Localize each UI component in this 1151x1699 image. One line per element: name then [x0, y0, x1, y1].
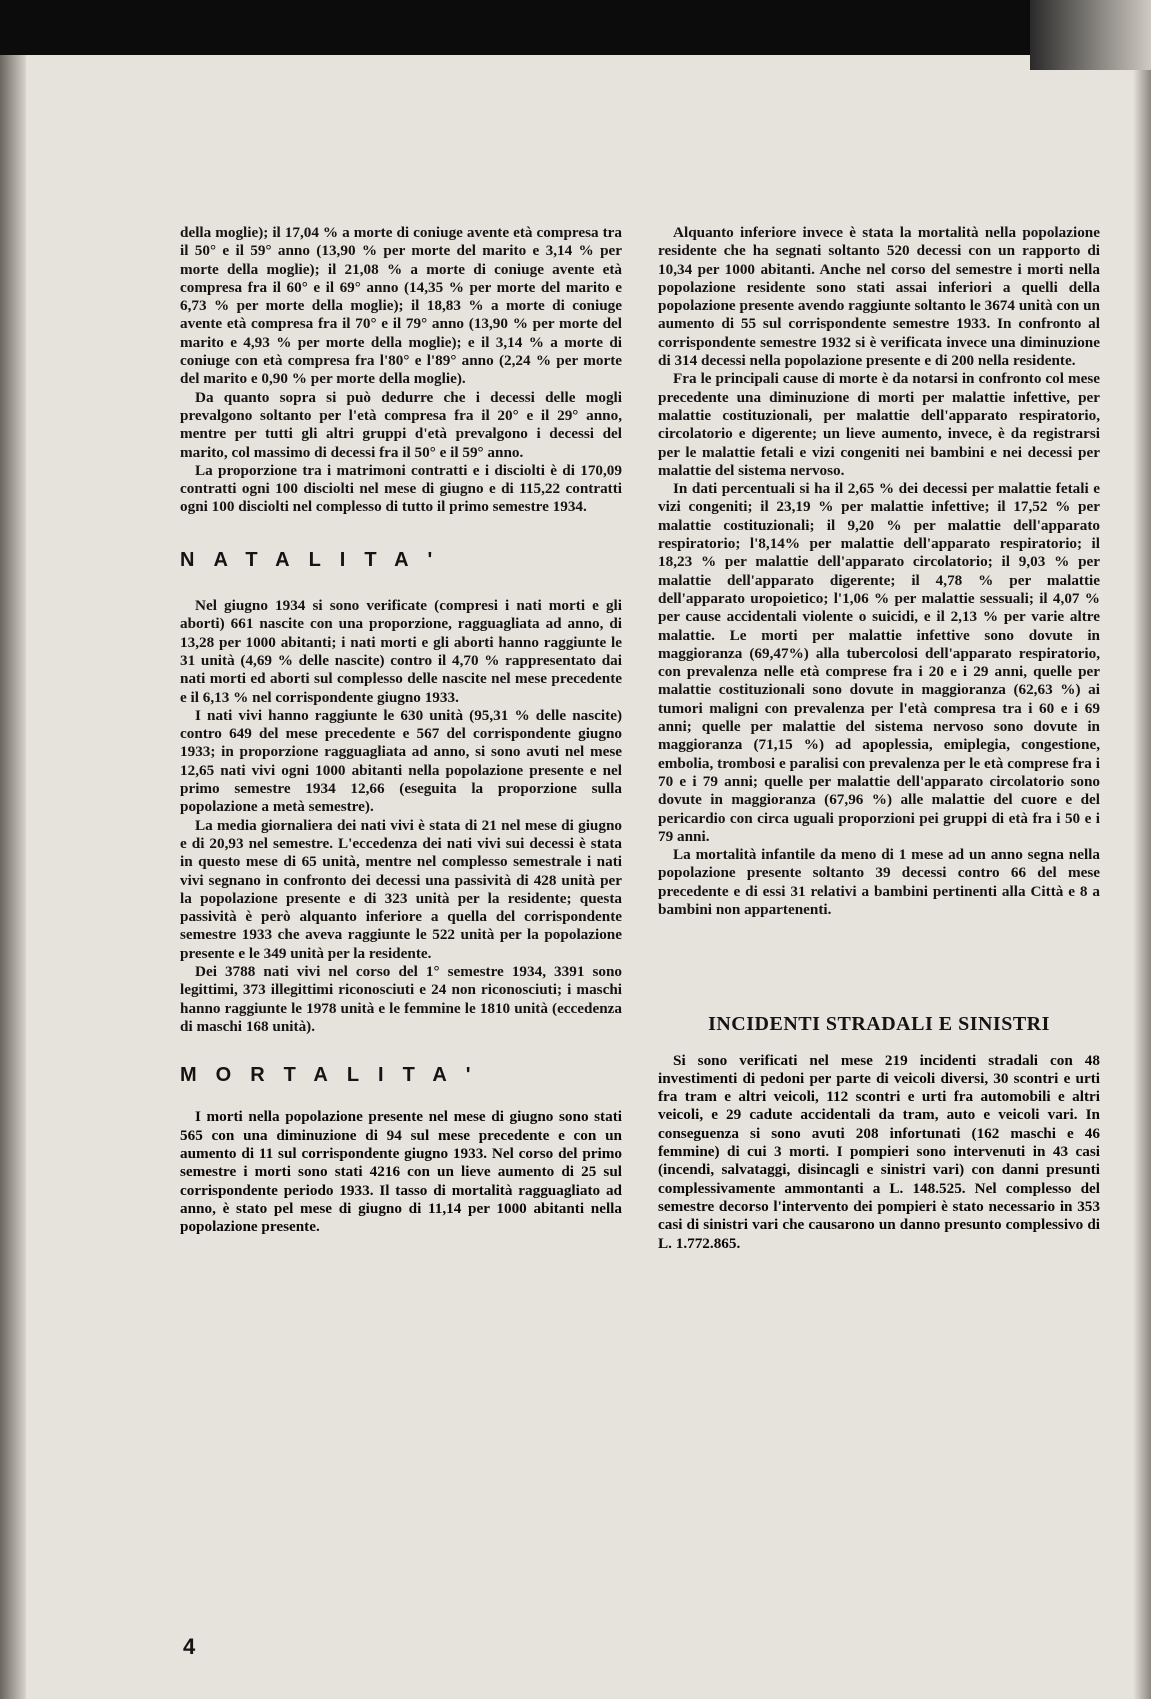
scan-left-shadow	[0, 55, 26, 1699]
right-column	[658, 224, 1100, 1253]
scan-top-right-edge	[1030, 0, 1151, 70]
scan-right-shadow	[1133, 70, 1151, 1699]
paragraph: La media giornaliera dei nati vivi è stata di 21 nel mese di giugno e di 20,93 nel semestre. L'eccedenza dei nati vivi sui decessi è stata in questo mese di 65 unità, mentre nel complesso semestrale i nati vivi segnano in confronto dei decessi una passività di 428 unità per la popolazione presente e di 323 unità per la residente; questa passività è però alquanto inferiore a quella del corrispondente semestre 1933 che aveva raggiunte le 522 unità per la popolazione presente e le 349 unità per la residente.	[180, 816, 622, 962]
paragraph: In dati percentuali si ha il 2,65 % dei decessi per malattie fetali e vizi congeniti; il 23,19 % per malattie infettive; il 17,52 % per malattie costituzionali; il 9,20 % per malattie dell'apparato respiratorio; l'8,14% per malattie dell'apparato respiratorio; il 18,23 % per malattie dell'apparato circolatorio; il 9,03 % per malattie dell'apparato digerente; il 4,78 % per malattie dell'apparato uropoietico; l'1,06 % per malattie sessuali; il 4,07 % per cause accidentali violente o suicidi, e il 2,13 % per varie altre malattie. Le morti per malattie infettive sono dovute in maggioranza (69,47%) alla tubercolosi dell'apparato respiratorio, con prevalenza nelle età comprese fra i 20 e i 29 anni, quelle per malattie costituzionali sono dovute in maggioranza (62,63 %) ai tumori maligni con prevalenza per l'età compresa tra i 60 e i 69 anni; quelle per malattie del sistema nervoso sono dovute in maggioranza (71,15 %) ad apoplessia, emiplegia, congestione, embolia, trombosi e paralisi con prevalenza per le età comprese fra i 70 e i 79 anni; quelle per malattie dell'apparato circolatorio sono dovute in maggioranza (67,96 %) alle malattie del cuore e del pericardio con circa uguali proporzioni pei gruppi di età fra i 50 e i 79 anni.	[658, 480, 1100, 845]
paragraph: Si sono verificati nel mese 219 incidenti stradali con 48 investimenti di pedoni per parte di veicoli diversi, 30 scontri e urti fra tram e altri veicoli, 112 scontri e urti fra automobili e altri veicoli, e 29 cadute accidentali da tram, auto e veicoli vari. In conseguenza si sono avuti 208 infortunati (162 maschi e 46 femmine) di cui 3 morti. I pompieri sono intervenuti in 43 casi (incendi, salvataggi, disincagli e sinistri vari) con danni presunti complessivamente ammontanti a L. 148.525. Nel complesso del semestre decorso l'intervento dei pompieri è stato necessario in 353 casi di sinistri vari che causarono un danno presunto complessivo di L. 1.772.865.	[658, 1051, 1100, 1252]
paragraph: I morti nella popolazione presente nel mese di giugno sono stati 565 con una diminuzione di 94 sul mese precedente e con un aumento di 11 sul corrispondente giugno 1933. Nel corso del primo semestre i morti sono stati 4216 con un lieve aumento di 25 sul corrispondente periodo 1933. Il tasso di mortalità ragguagliato ad anno, è stato pel mese di giugno di 11,14 per 1000 abitanti nella popolazione presente.	[180, 1108, 622, 1236]
section-heading-mortalita: MORTALITA'	[180, 1064, 490, 1087]
paragraph: La proporzione tra i matrimoni contratti e i disciolti è di 170,09 contratti ogni 100 disciolti nel mese di giugno e di 115,22 contratti ogni 100 disciolti nel complesso di tutto il primo semestre 1934.	[180, 461, 622, 516]
paragraph: Alquanto inferiore invece è stata la mortalità nella popolazione residente che ha segnati soltanto 520 decessi con un rapporto di 10,34 per 1000 abitanti. Anche nel corso del semestre i morti nella popolazione residente sono stati assai inferiori a quelli della popolazione presente avendo raggiunte soltanto le 3674 unità con un aumento di 55 sul corrispondente semestre 1933. In confronto al corrispondente semestre 1932 si è verificata invece una diminuzione di 314 decessi nella popolazione presente e di 200 nella residente.	[658, 224, 1100, 370]
paragraph: I nati vivi hanno raggiunte le 630 unità (95,31 % delle nascite) contro 649 del mese precedente e 567 del corrispondente giugno 1933; in proporzione ragguagliata ad anno, si sono avuti nel mese 12,65 nati vivi ogni 1000 abitanti nella popolazione presente e nel primo semestre 1934 12,66 (eseguita la proporzione sulla popolazione a metà semestre).	[180, 706, 622, 816]
page-number: 4	[183, 1634, 196, 1659]
scan-top-border	[0, 0, 1030, 55]
left-column	[180, 224, 622, 1237]
paragraph: della moglie); il 17,04 % a morte di coniuge avente età compresa tra il 50° e il 59° anno (13,90 % per morte del marito e 3,14 % per morte della moglie); il 21,08 % a morte di coniuge avente età compresa fra il 60° e il 69° anno (14,35 % per morte del marito e 6,73 % per morte della moglie); il 18,83 % a morte di coniuge avente età compresa fra il 70° e il 79° anno (13,90 % per morte del marito e 4,93 % per morte della moglie); e il 3,14 % a morte di coniuge con età compresa fra l'80° e l'89° anno (2,24 % per morte del marito e 0,90 % per morte della moglie).	[180, 224, 622, 388]
section-heading-incidenti: INCIDENTI STRADALI E SINISTRI	[708, 1013, 1050, 1036]
section-heading-natalita: NATALITA'	[180, 548, 452, 571]
paragraph: Dei 3788 nati vivi nel corso del 1° semestre 1934, 3391 sono legittimi, 373 illegittimi riconosciuti e 24 non riconosciuti; i maschi hanno raggiunte le 1978 unità e le femmine le 1810 unità (eccedenza di maschi 168 unità).	[180, 962, 622, 1035]
paragraph: Nel giugno 1934 si sono verificate (compresi i nati morti e gli aborti) 661 nascite con una proporzione, ragguagliata ad anno, di 13,28 per 1000 abitanti; i nati morti e gli aborti hanno raggiunte le 31 unità (4,69 % delle nascite) contro il 4,70 % rappresentato dai nati morti ed aborti sul complesso delle nascite nel mese precedente e il 6,13 % nel corrispondente giugno 1933.	[180, 597, 622, 706]
paragraph: La mortalità infantile da meno di 1 mese ad un anno segna nella popolazione presente soltanto 39 decessi contro 66 del mese precedente e di essi 31 relativi a bambini pertinenti alla Città e 8 a bambini non appartenenti.	[658, 846, 1100, 918]
paragraph: Da quanto sopra si può dedurre che i decessi delle mogli prevalgono soltanto per l'età compresa fra il 20° e il 29° anno, mentre per tutti gli altri gruppi d'età prevalgono i decessi del marito, col massimo di decessi fra il 50° e il 59° anno.	[180, 388, 622, 461]
paragraph: Fra le principali cause di morte è da notarsi in confronto col mese precedente una diminuzione di morti per malattie infettive, per malattie costituzionali, per malattie dell'apparato respiratorio, circolatorio e digerente; un lieve aumento, invece, è da registrarsi per le malattie fetali e vizi congeniti nei bambini e nei decessi per malattie del sistema nervoso.	[658, 370, 1100, 479]
